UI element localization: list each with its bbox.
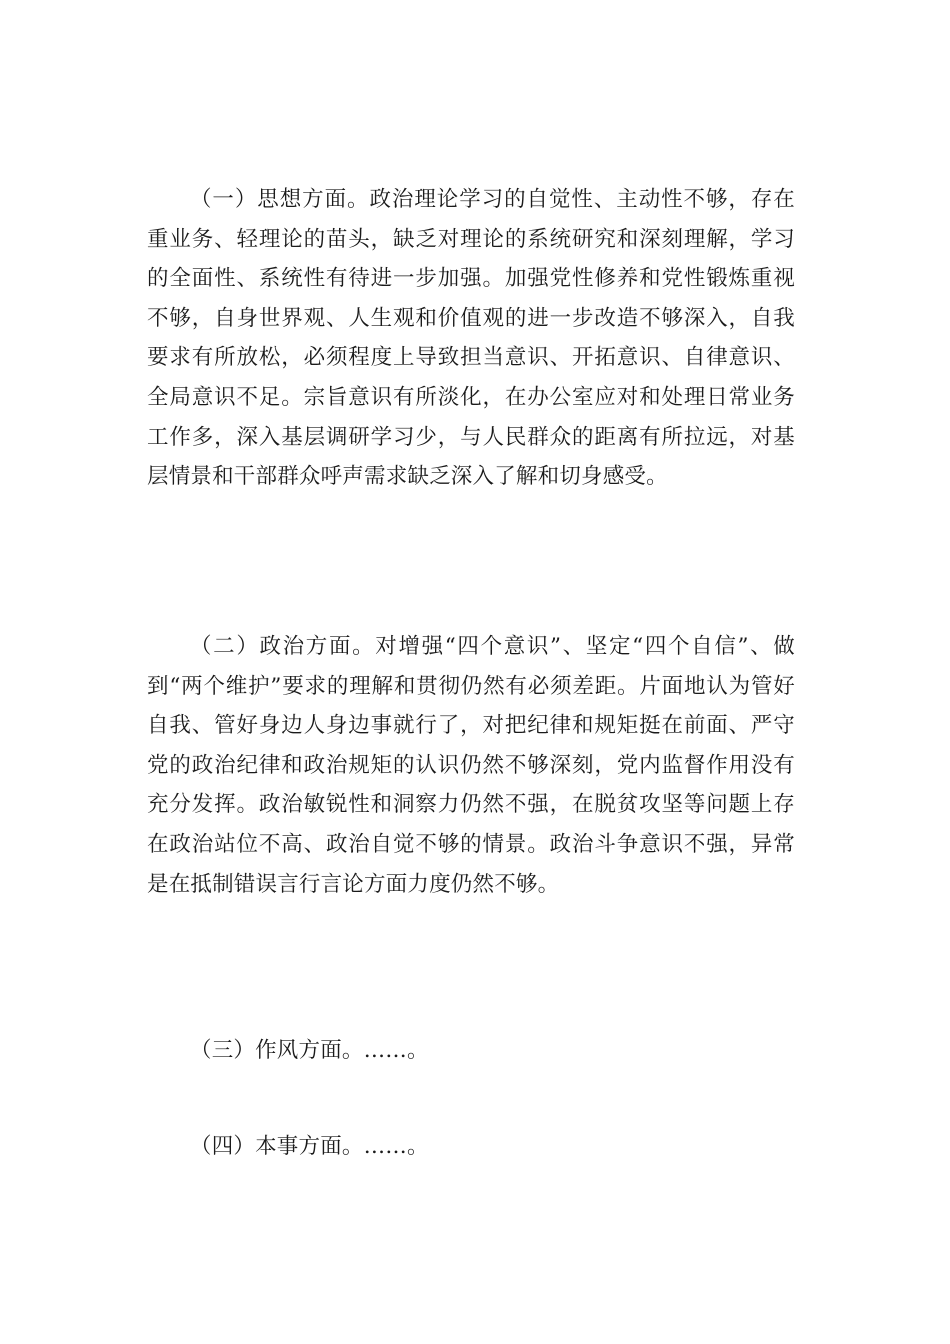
paragraph-thought: （一）思想方面。政治理论学习的自觉性、主动性不够，存在重业务、轻理论的苗头，缺乏对理论的系统研究和深刻理解，学习的全面性、系统性有待进一步加强。加强党性修养和党性锻炼重视不够，自身世界观、人生观和价值观的进一步改造不够深入，自我要求有所放松，必须程度上导致担当意识、开拓意识、自律意识、全局意识不足。宗旨意识有所淡化，在办公室应对和处理日常业务工作多，深入基层调研学习少，与人民群众的距离有所拉远，对基层情景和干部群众呼声需求缺乏深入了解和切身感受。 bbox=[147, 187, 795, 490]
paragraph-politics: （二）政治方面。对增强“四个意识”、坚定“四个自信”、做到“两个维护”要求的理解和贯彻仍然有必须差距。片面地认为管好自我、管好身边人身边事就行了，对把纪律和规矩挺在前面、严守党的政治纪律和政治规矩的认识仍然不够深刻，党内监督作用没有充分发挥。政治敏锐性和洞察力仍然不强，在脱贫攻坚等问题上存在政治站位不高、政治自觉不够的情景。政治斗争意识不强，异常是在抵制错误言行言论方面力度仍然不够。 bbox=[147, 634, 795, 897]
paragraph-ability: （四）本事方面。……。 bbox=[190, 1134, 429, 1159]
paragraph-work-style: （三）作风方面。……。 bbox=[190, 1038, 429, 1063]
